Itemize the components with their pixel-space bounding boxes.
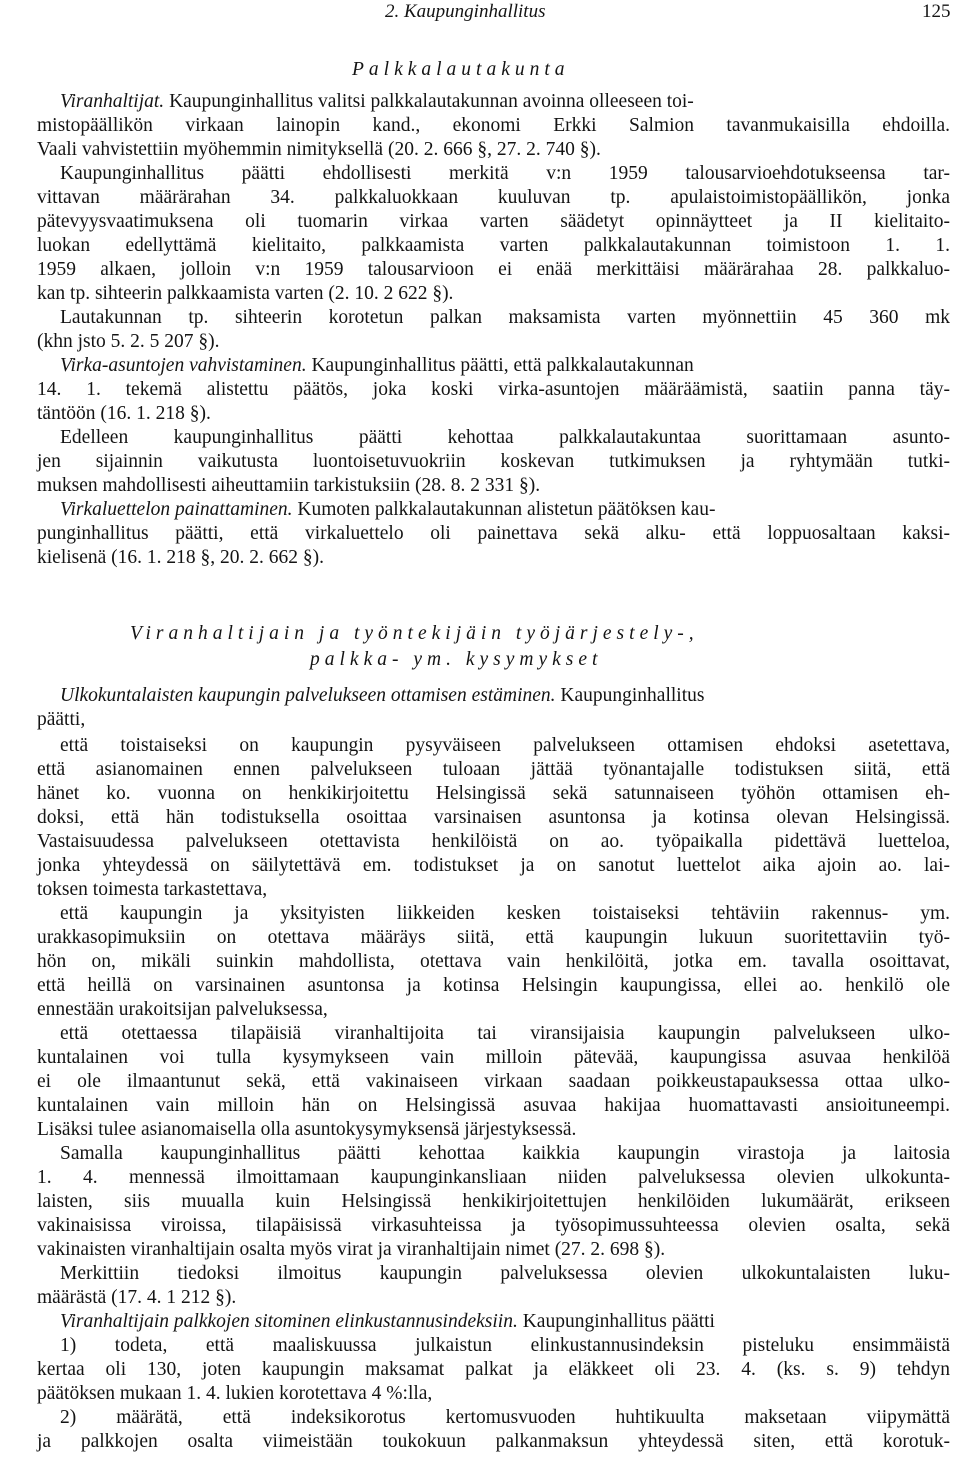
paragraph-line: Virka-asuntojen vahvistaminen. Kaupunginhallitus päätti, että palkkalautakunnan [60,355,694,376]
paragraph-line: ennestään urakoitsijan palveluksessa, [37,999,328,1020]
paragraph-line: Kaupunginhallitus päätti ehdollisesti merkitä v:n 1959 talousarvioehdotukseensa tar- [60,163,950,184]
paragraph-line: että heillä on varsinainen asuntonsa ja kotinsa Helsingin kaupungissa, ellei ao. henkilö ole [37,975,950,996]
paragraph-line: Ulkokuntalaisten kaupungin palvelukseen ottamisen estäminen. Kaupunginhallitus [60,685,705,706]
paragraph-line: vakinaisissa viroissa, tilapäisissä virkasuhteissa ja työsopimussuhteessa olevien osalta, sekä [37,1215,950,1236]
run-in-heading: Ulkokuntalaisten kaupungin palvelukseen ottamisen estäminen. [60,685,556,706]
run-in-heading: Virka-asuntojen vahvistaminen. [60,355,307,376]
paragraph-line: 1) todeta, että maaliskuussa julkaistun elinkustannusindeksin pisteluku ensimmäistä [60,1335,950,1356]
paragraph-line: Vaali vahvistettiin myöhemmin nimityksellä (20. 2. 666 §, 27. 2. 740 §). [37,139,601,160]
paragraph-line: päätti, [37,709,86,730]
run-in-heading: Viranhaltijain palkkojen sitominen elinkustannusindeksiin. [60,1311,518,1332]
paragraph-line: kuntalainen voi tulla kysymykseen vain milloin pätevää, kaupungissa asuvaa henkilöä [37,1047,950,1068]
paragraph-line: kuntalainen vain milloin hän on Helsingissä asuvaa hakijaa huomattavasti ansioituneempi. [37,1095,950,1116]
paragraph-line: ja palkkojen osalta viimeistään toukokuun palkanmaksun yhteydessä siten, että korotuk- [37,1431,950,1452]
page-number: 125 [922,1,951,22]
paragraph-line: Lautakunnan tp. sihteerin korotetun palkan maksamista varten myönnettiin 45 360 mk [60,307,950,328]
paragraph-line: 14. 1. tekemä alistettu päätös, joka koski virka-asuntojen määräämistä, saatiin panna täy- [37,379,950,400]
paragraph-line: pätevyysvaatimuksena oli tuomarin virkaa varten säädetyt opinnäytteet ja II kielitaito- [37,211,950,232]
paragraph-line: 1959 alkaen, jolloin v:n 1959 talousarvioon ei enää merkittäisi määrärahaa 28. palkkaluo- [37,259,950,280]
paragraph-line: Merkittiin tiedoksi ilmoitus kaupungin palveluksessa olevien ulkokuntalaisten luku- [60,1263,950,1284]
paragraph-line: Viranhaltijat. Kaupunginhallitus valitsi palkkalautakunnan avoinna olleeseen toi- [60,91,694,112]
paragraph-line: doksi, että hän todistuksella osoittaa varsinaisen asuntonsa ja kotinsa olevan Helsingissä. [37,807,950,828]
paragraph-line: laisten, siis muualla kuin Helsingissä henkikirjoitettujen henkilöiden lukumäärät, erikseen [37,1191,950,1212]
paragraph-line: luokan edellyttämä kielitaito, palkkaamista varten palkkalautakunnan toimistoon 1. 1. [37,235,950,256]
paragraph-line: jen sijainnin vaikutusta luontoisetuvuokriin koskevan tutkimuksen ja ryhtymään tutki- [37,451,950,472]
paragraph-line: Viranhaltijain palkkojen sitominen elinkustannusindeksiin. Kaupunginhallitus päätti [60,1311,715,1332]
paragraph-line: hänet ko. vuonna on henkikirjoitettu Helsingissä sekä satunnaiseen työhön ottamisen eh- [37,783,950,804]
paragraph-line: kan tp. sihteerin palkkaamista varten (2. 10. 2 622 §). [37,283,454,304]
paragraph-line: hön on, mikäli suinkin mahdollista, otettava vain henkilöitä, jotka em. tavalla osoittavat, [37,951,950,972]
run-in-heading: Virkaluettelon painattaminen. [60,499,293,520]
paragraph-line: punginhallitus päätti, että virkaluettelo oli painettava sekä alku- että loppuosaltaan kaksi- [37,523,950,544]
run-in-heading: Viranhaltijat. [60,91,165,112]
paragraph-line: ei ole ilmaantunut sekä, että vakinaiseen virkaan saadaan poikkeustapauksessa ottaa ulko- [37,1071,950,1092]
paragraph-line: jonka yhteydessä on säilytettävä em. todistukset ja on sanotut luettelot aika ajoin ao. lai- [37,855,950,876]
paragraph-line: että otettaessa tilapäisiä viranhaltijoita tai viransijaisia kaupungin palvelukseen ulko- [60,1023,950,1044]
paragraph-line: 2) määrätä, että indeksikorotus kertomusvuoden huhtikuulta maksetaan viipymättä [60,1407,950,1428]
paragraph-line: toksen toimesta tarkastettava, [37,879,268,900]
paragraph-line: (khn jsto 5. 2. 5 207 §). [37,331,220,352]
paragraph-line: 1. 4. mennessä ilmoittamaan kaupunginkansliaan niiden palveluksessa olevien ulkokunta- [37,1167,950,1188]
paragraph-line: Edelleen kaupunginhallitus päätti kehottaa palkkalautakuntaa suorittamaan asunto- [60,427,950,448]
paragraph-line: vittavan määrärahan 34. palkkaluokkaan kuuluvan tp. apulaistoimistopäällikön, jonka [37,187,950,208]
paragraph-line: muksen mahdollisesti aiheuttamiin tarkistuksiin (28. 8. 2 331 §). [37,475,541,496]
paragraph-line: urakkasopimuksiin on otettava määräys siitä, että kaupungin lukuun suoritettaviin työ- [37,927,950,948]
paragraph-line: vakinaisten viranhaltijain osalta myös virat ja viranhaltijain nimet (27. 2. 698 §). [37,1239,666,1260]
section-heading-line-1: Viranhaltijain ja työntekijäin työjärjestely-, [130,623,699,644]
paragraph-line: mistopäällikön virkaan lainopin kand., ekonomi Erkki Salmion tavanmukaisilla ehdoilla. [37,115,950,136]
paragraph-line: Virkaluettelon painattaminen. Kumoten palkkalautakunnan alistetun päätöksen kau- [60,499,716,520]
paragraph-line: Vastaisuudessa palvelukseen otettavista henkilöistä on ao. työpaikalla pidettävä luetteloa, [37,831,950,852]
paragraph-line: että asianomainen ennen palvelukseen tuloaan jättää työnantajalle todistuksen siitä, että [37,759,950,780]
paragraph-line: kielisenä (16. 1. 218 §, 20. 2. 662 §). [37,547,325,568]
section-heading-palkkalautakunta: Palkkalautakunta [352,59,570,80]
running-head: 2. Kaupunginhallitus [385,1,546,22]
paragraph-line: että kaupungin ja yksityisten liikkeiden kesken toistaiseksi tehtäviin rakennus- ym. [60,903,950,924]
paragraph-line: päätöksen mukaan 1. 4. lukien korotettava 4 %:lla, [37,1383,433,1404]
paragraph-line: kertaa oli 130, joten kaupungin maksamat palkat ja eläkkeet oli 23. 4. (ks. s. 9) tehdyn [37,1359,950,1380]
paragraph-line: määrästä (17. 4. 1 212 §). [37,1287,237,1308]
paragraph-line: täntöön (16. 1. 218 §). [37,403,211,424]
section-heading-line-2: palkka- ym. kysymykset [310,649,603,670]
paragraph-line: että toistaiseksi on kaupungin pysyväiseen palvelukseen ottamisen ehdoksi asetettava, [60,735,950,756]
paragraph-line: Samalla kaupunginhallitus päätti kehottaa kaikkia kaupungin virastoja ja laitosia [60,1143,950,1164]
paragraph-line: Lisäksi tulee asianomaisella olla asuntokysymyksensä järjestyksessä. [37,1119,577,1140]
